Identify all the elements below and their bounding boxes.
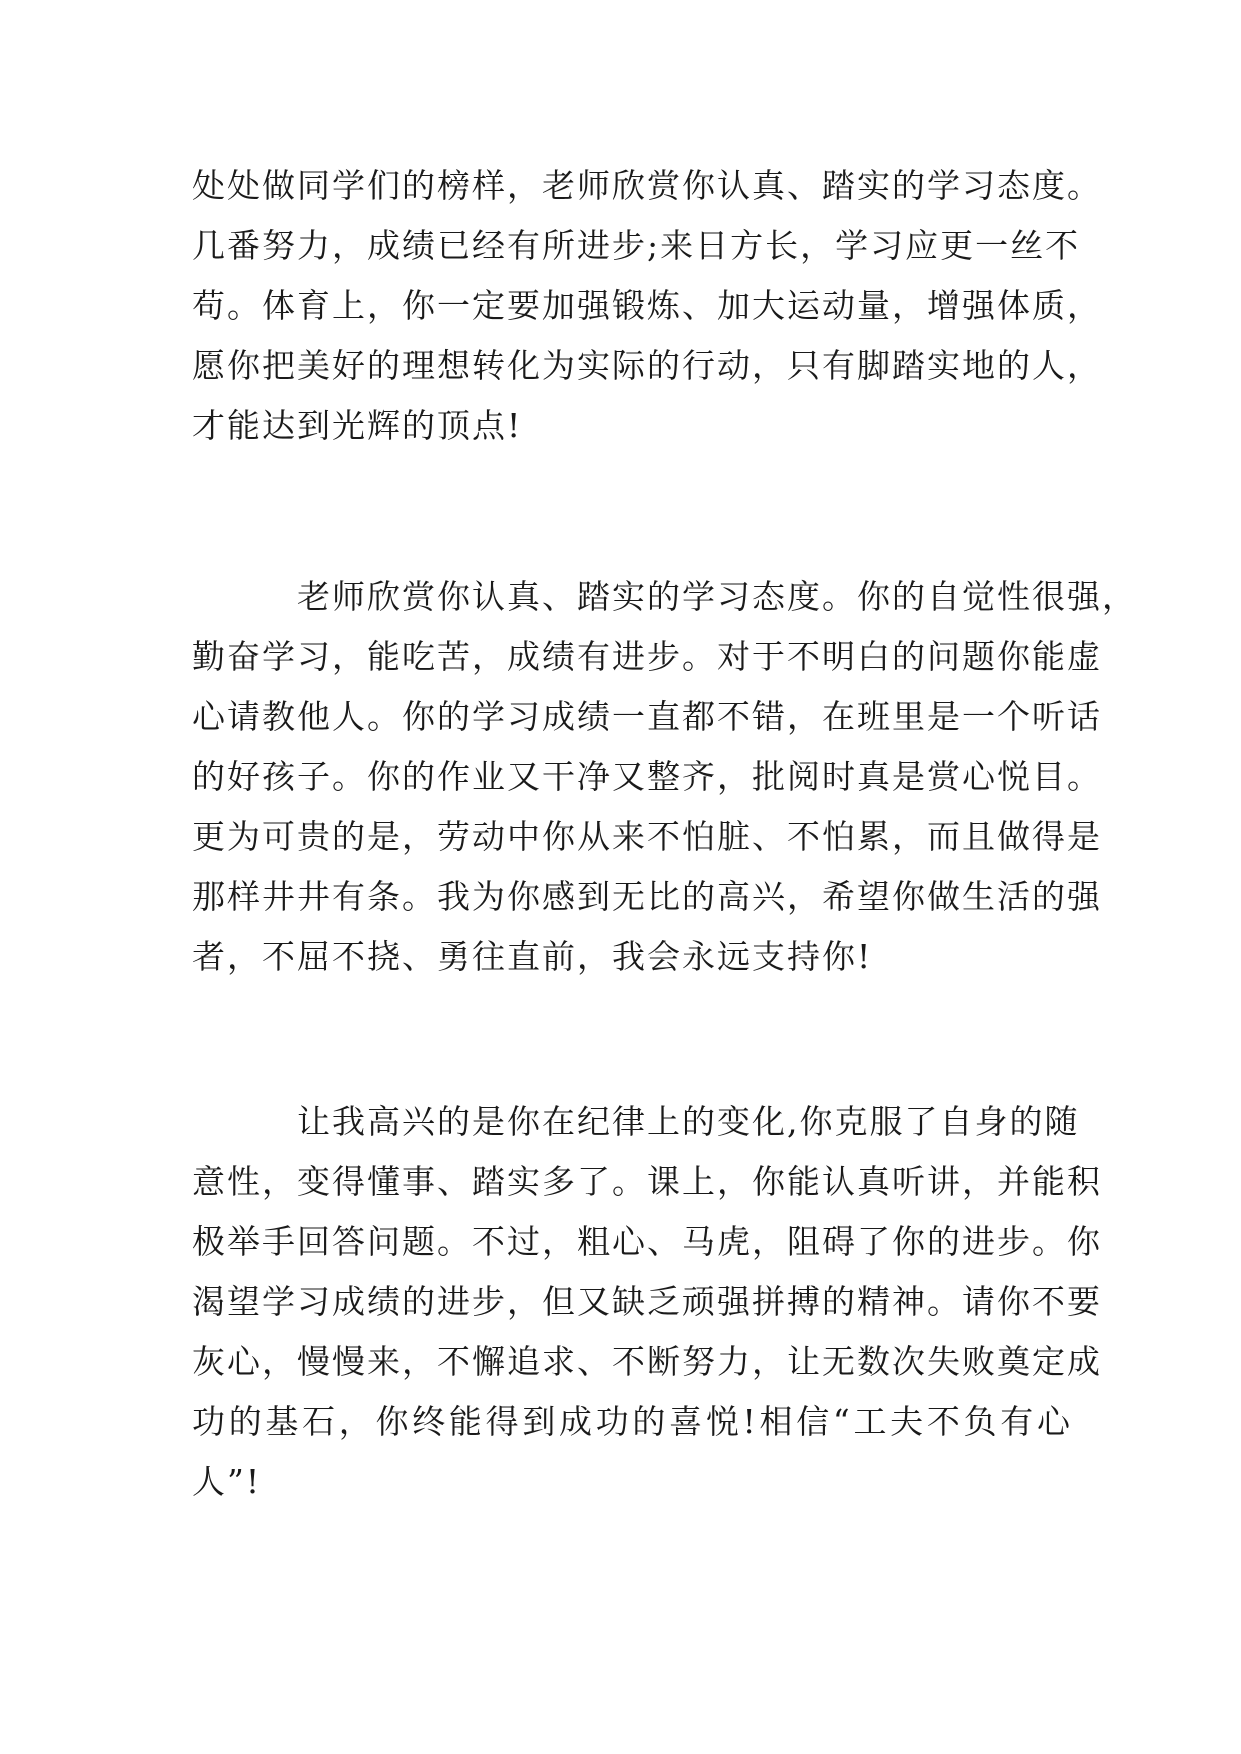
text-line: 人”! — [192, 1462, 262, 1501]
text-line: 苟。体育上，你一定要加强锻炼、加大运动量，增强体质， — [192, 286, 1102, 325]
text-line: 那样井井有条。我为你感到无比的高兴，希望你做生活的强 — [192, 877, 1102, 916]
paragraph-1 — [192, 156, 1102, 456]
text-line: 意性，变得懂事、踏实多了。课上，你能认真听讲，并能积 — [192, 1162, 1102, 1201]
text-line: 者，不屈不挠、勇往直前，我会永远支持你! — [192, 937, 873, 976]
text-line: 让我高兴的是你在纪律上的变化,你克服了自身的随 — [297, 1102, 1080, 1141]
text-line: 愿你把美好的理想转化为实际的行动，只有脚踏实地的人， — [192, 346, 1102, 385]
text-line: 的好孩子。你的作业又干净又整齐，批阅时真是赏心悦目。 — [192, 757, 1102, 796]
text-line: 勤奋学习，能吃苦，成绩有进步。对于不明白的问题你能虚 — [192, 637, 1102, 676]
text-line: 灰心，慢慢来，不懈追求、不断努力，让无数次失败奠定成 — [192, 1342, 1102, 1381]
paragraph-2 — [192, 567, 1137, 987]
text-line: 更为可贵的是，劳动中你从来不怕脏、不怕累，而且做得是 — [192, 817, 1102, 856]
text-line: 几番努力，成绩已经有所进步;来日方长，学习应更一丝不 — [192, 226, 1081, 265]
text-line: 功的基石，你终能得到成功的喜悦!相信“工夫不负有心 — [192, 1402, 1072, 1441]
text-line: 极举手回答问题。不过，粗心、马虎，阻碍了你的进步。你 — [192, 1222, 1102, 1261]
text-line: 处处做同学们的榜样，老师欣赏你认真、踏实的学习态度。 — [192, 166, 1102, 205]
text-line: 才能达到光辉的顶点! — [192, 406, 523, 445]
text-line: 老师欣赏你认真、踏实的学习态度。你的自觉性很强， — [297, 577, 1137, 616]
text-line: 心请教他人。你的学习成绩一直都不错，在班里是一个听话 — [192, 697, 1102, 736]
text-line: 渴望学习成绩的进步，但又缺乏顽强拼搏的精神。请你不要 — [192, 1282, 1102, 1321]
paragraph-3 — [192, 1092, 1102, 1512]
